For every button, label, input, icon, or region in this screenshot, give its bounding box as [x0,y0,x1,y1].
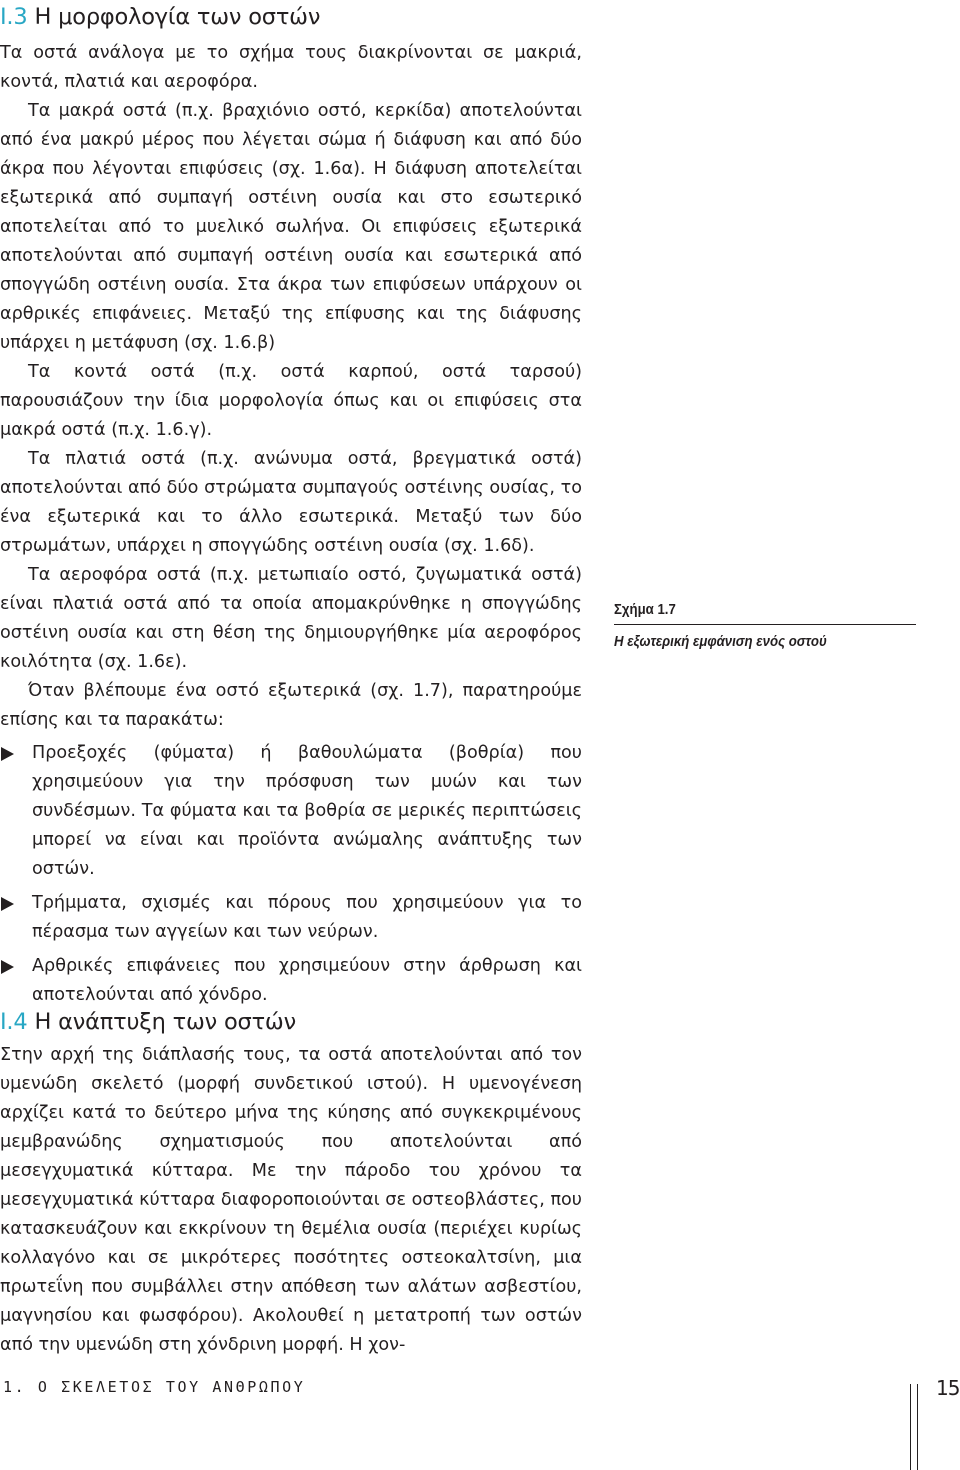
section-title: Η μορφολογία των οστών [34,4,321,30]
triangle-bullet-icon [1,747,14,761]
paragraph-long-bones: Τα μακρά οστά (π.χ. βραχιόνιο οστό, κερκίδα) αποτελούνται από ένα μακρύ μέρος που λέγεται σώμα ή διάφυση και από δύο άκρα που λέγονται επιφύσεις (σχ. 1.6α). Η διάφυση αποτελείται εξωτερικά από συμπαγή οστέινη ουσία και στο εσωτερικό αποτελείται από το μυελικό σωλήνα. Οι επιφύσεις εξωτερικά αποτελούνται από συμπαγή οστέινη ουσία και εσωτερικά από σπογγώδη οστέινη ουσία. Στα άκρα των επιφύσεων υπάρχουν οι αρθρικές επιφάνειες. Μεταξύ της επίφυσης και της διάφυσης υπάρχει η μετάφυση (σχ. 1.6.β) [0,101,582,353]
intro-paragraph: Τα οστά ανάλογα με το σχήμα τους διακρίνονται σε μακριά, κοντά, πλατιά και αεροφόρα. [0,43,582,92]
list-item [0,739,582,884]
list-item [0,952,582,1010]
paragraph-short-bones: Τα κοντά οστά (π.χ. οστά καρπού, οστά ταρσού) παρουσιάζουν την ίδια μορφολογία όπως και οι επιφύσεις στα μακρά οστά (π.χ. 1.6.γ). [0,362,582,440]
list-item [0,889,582,947]
footer-chapter-title: 1. Ο ΣΚΕΛΕΤΟΣ ΤΟΥ ΑΝΘΡΩΠΟΥ [3,1378,306,1396]
triangle-bullet-icon [1,960,14,974]
triangle-bullet-icon [1,897,14,911]
paragraph-pneumatic-bones: Τα αεροφόρα οστά (π.χ. μετωπιαίο οστό, ζυγωματικά οστά) είναι πλατιά οστά από τα οποία απομακρύνθηκε η σπογγώδης οστέινη ουσία και στη θέση της δημιουργήθηκε μία αεροφόρος κοιλότητα (σχ. 1.6ε). [0,565,582,672]
footer-divider [910,1384,911,1470]
page-number: 15 [936,1376,960,1400]
footer-divider [917,1384,918,1470]
figure-caption [614,601,916,650]
section-title: Η ανάπτυξη των οστών [34,1009,296,1035]
list-item-text: Αρθρικές επιφάνειες που χρησιμεύουν στην άρθρωση και αποτελούνται από χόνδρο. [32,956,582,1005]
main-text-column [0,39,582,1015]
caption-divider [614,624,916,625]
paragraph-bone-development: Στην αρχή της διάπλασής τους, τα οστά αποτελούνται από τον υμενώδη σκελετό (μορφή συνδετικού ιστού). Η υμενογένεση αρχίζει κατά το δεύτερο μήνα της κύησης από συγκεκριμένους μεμβρανώδης σχηματισμούς που αποτελούνται από μεσεγχυματικά κύτταρα. Με την πάροδο του χρόνου τα μεσεγχυματικά κύτταρα διαφοροποιούνται σε οστεοβλάστες, που κατασκευάζουν και εκκρίνουν τη θεμέλια ουσία (περιέχει κυρίως κολλαγόνο και σε μικρότερες ποσότητες οστεοκαλτσίνη, μια πρωτεΐνη που συμβάλλει στην απόθεση των αλάτων ασβεστίου, μαγνησίου και φωσφόρου). Ακολουθεί η μετατροπή των οστών από την υμενώδη στη χόνδρινη μορφή. Η χον- [0,1045,582,1355]
section-1-4-text [0,1041,582,1360]
section-heading-1-3 [0,4,320,30]
list-item-text: Τρήμματα, σχισμές και πόρους που χρησιμεύουν για το πέρασμα των αγγείων και των νεύρων. [32,893,582,942]
section-heading-1-4 [0,1009,296,1035]
list-item-text: Προεξοχές (φύματα) ή βαθουλώματα (βοθρία) που χρησιμεύουν για την πρόσφυση των μυών και των συνδέσμων. Τα φύματα και τα βοθρία σε μερικές περιπτώσεις μπορεί να είναι και προϊόντα ανώμαλης ανάπτυξης των οστών. [32,743,582,879]
section-number: I.4 [0,1009,28,1035]
paragraph-flat-bones: Τα πλατιά οστά (π.χ. ανώνυμα οστά, βρεγματικά οστά) αποτελούνται από δύο στρώματα συμπαγούς οστέινης ουσίας, το ένα εξωτερικά και το άλλο εσωτερικά. Μεταξύ των δύο στρωμάτων, υπάρχει η σπογγώδης οστέινη ουσία (σχ. 1.6δ). [0,449,582,556]
figure-description: Η εξωτερική εμφάνιση ενός οστού [614,633,827,650]
feature-list [0,739,582,1010]
section-number: I.3 [0,4,28,30]
figure-label: Σχήμα 1.7 [614,601,676,618]
paragraph-external-view: Όταν βλέπουμε ένα οστό εξωτερικά (σχ. 1.7), παρατηρούμε επίσης και τα παρακάτω: [0,681,582,730]
